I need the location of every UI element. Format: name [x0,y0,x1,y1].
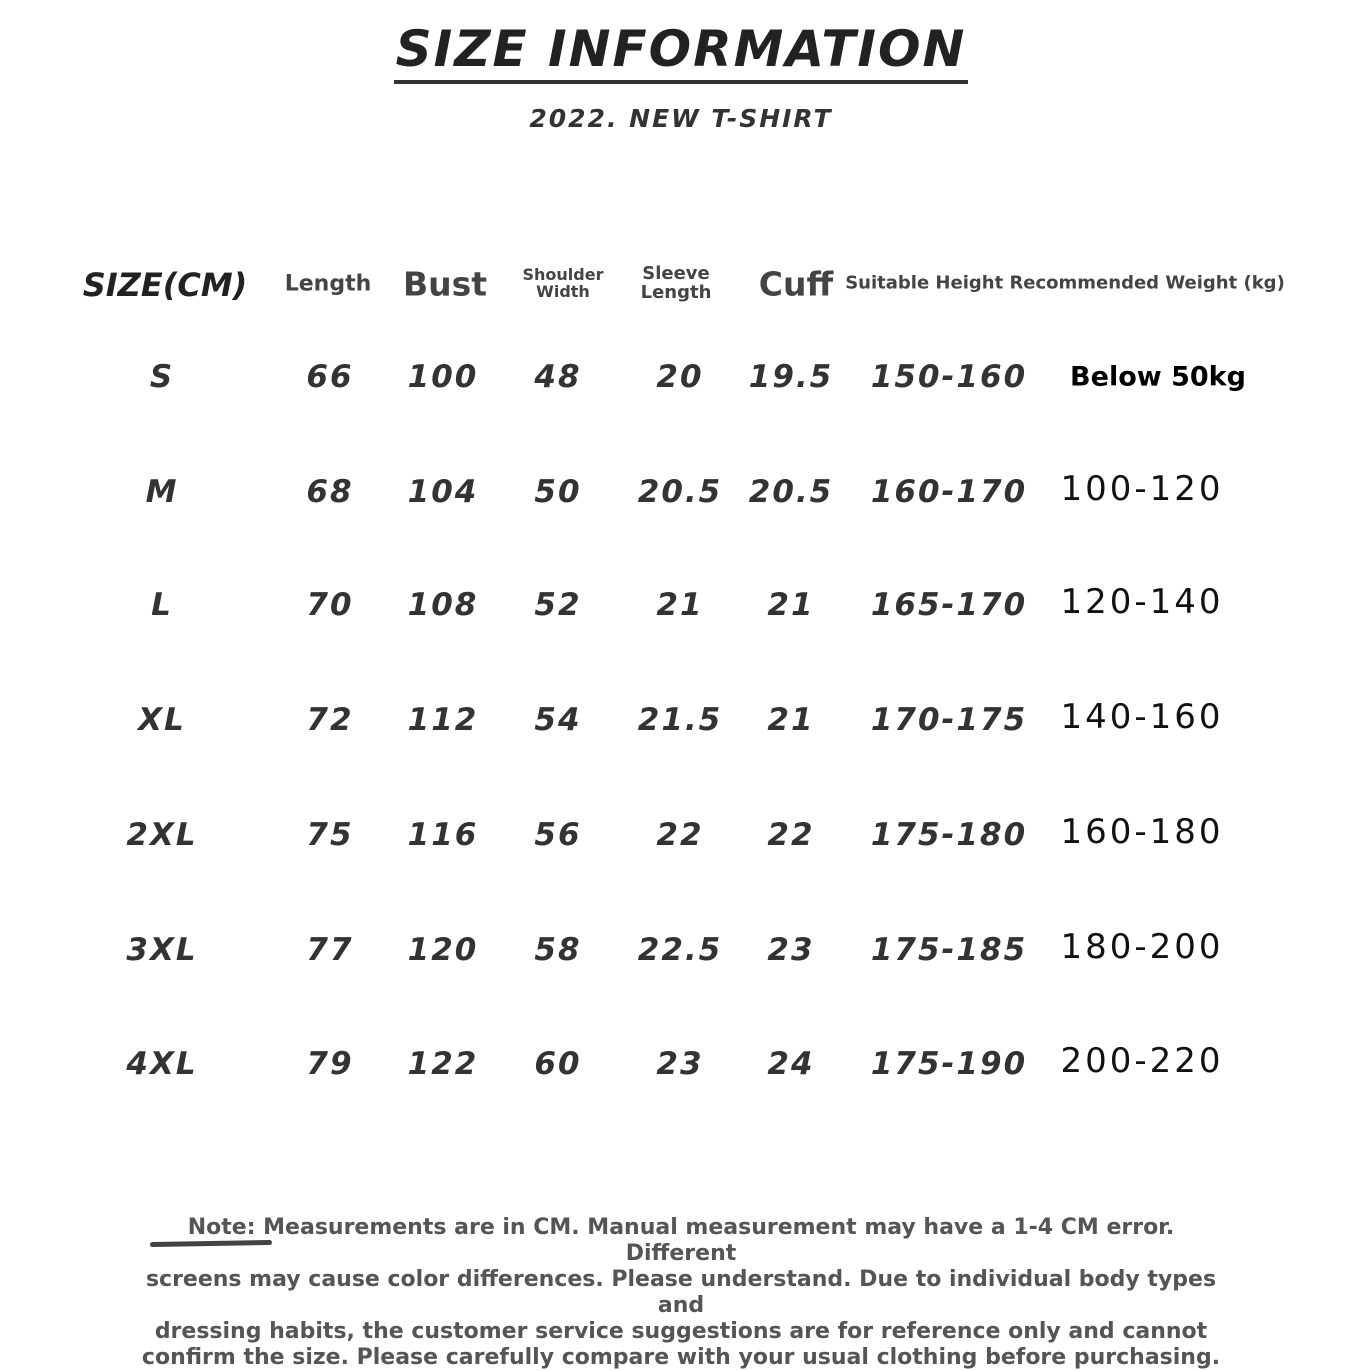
cell-bust: 104 [407,474,479,510]
cell-size: 3XL [126,932,198,968]
cell-height: 150-160 [870,359,1028,395]
note-line: Note: Measurements are in CM. Manual measurement may have a 1-4 CM error. Different [187,1215,1175,1266]
note-line: confirm the size. Please carefully compare with your usual clothing before purchasing. [141,1345,1221,1370]
cell-length: 75 [306,817,354,853]
cell-cuff: 21 [767,702,815,738]
cell-cuff: 21 [767,587,815,623]
cell-weight: 200-220 [1060,1041,1224,1081]
note-text [131,1215,1231,1371]
page-title-wrap [0,20,1362,84]
cell-size: S [149,359,175,395]
cell-height: 175-190 [870,1046,1028,1082]
cell-sleeve-length: 21.5 [637,702,723,738]
page-subtitle: 2022. NEW T-SHIRT [529,104,833,133]
cell-length: 70 [306,587,354,623]
cell-length: 77 [306,932,354,968]
cell-shoulder-width: 50 [534,474,582,510]
cell-sleeve-length: 22 [656,817,704,853]
cell-shoulder-width: 60 [534,1046,582,1082]
cell-sleeve-length: 23 [656,1046,704,1082]
cell-height: 170-175 [870,702,1028,738]
header-sleeve-line1: Sleeve [642,263,710,284]
cell-bust: 120 [407,932,479,968]
cell-size: 4XL [126,1046,198,1082]
cell-cuff: 22 [767,817,815,853]
cell-cuff: 20.5 [748,474,834,510]
cell-weight: 140-160 [1060,697,1224,737]
header-shoulder-line1: Shoulder [522,265,604,284]
cell-length: 72 [306,702,354,738]
cell-size: L [151,587,173,623]
cell-shoulder-width: 54 [534,702,582,738]
cell-shoulder-width: 58 [534,932,582,968]
cell-bust: 122 [407,1046,479,1082]
cell-bust: 100 [407,359,479,395]
cell-cuff: 23 [767,932,815,968]
header-shoulder-width [523,266,604,300]
header-sleeve-length [641,264,712,302]
header-bust: Bust [402,264,488,304]
cell-cuff: 24 [767,1046,815,1082]
cell-height: 165-170 [870,587,1028,623]
cell-sleeve-length: 20.5 [637,474,723,510]
cell-weight: 160-180 [1060,812,1224,852]
cell-sleeve-length: 20 [656,359,704,395]
header-cuff: Cuff [758,264,834,304]
cell-height: 175-185 [870,932,1028,968]
note-line: screens may cause color differences. Please understand. Due to individual body types and [145,1267,1217,1318]
cell-size: XL [138,702,186,738]
header-length: Length [284,271,372,297]
cell-bust: 112 [407,702,479,738]
header-height-weight: Suitable Height Recommended Weight (kg) [845,272,1285,294]
cell-sleeve-length: 22.5 [637,932,723,968]
cell-shoulder-width: 56 [534,817,582,853]
cell-length: 66 [306,359,354,395]
header-shoulder-line2: Width [536,282,590,301]
header-sleeve-line2: Length [640,282,712,303]
cell-height: 175-180 [870,817,1028,853]
cell-sleeve-length: 21 [656,587,704,623]
cell-shoulder-width: 48 [534,359,582,395]
cell-bust: 116 [407,817,479,853]
cell-weight: Below 50kg [1070,361,1246,393]
cell-size: 2XL [126,817,198,853]
cell-weight: 180-200 [1060,927,1224,967]
page-title: SIZE INFORMATION [394,20,969,84]
cell-weight: 120-140 [1060,582,1224,622]
cell-length: 79 [306,1046,354,1082]
header-size: SIZE(CM) [82,266,248,304]
cell-bust: 108 [407,587,479,623]
cell-cuff: 19.5 [748,359,834,395]
cell-shoulder-width: 52 [534,587,582,623]
cell-weight: 100-120 [1060,469,1224,509]
cell-size: M [145,474,179,510]
note-line: dressing habits, the customer service suggestions are for reference only and cannot [154,1319,1208,1344]
cell-length: 68 [306,474,354,510]
cell-height: 160-170 [870,474,1028,510]
